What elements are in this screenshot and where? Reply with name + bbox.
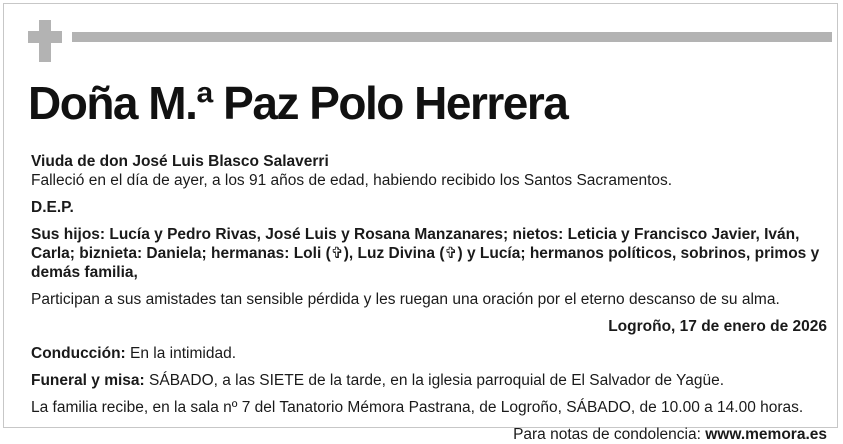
funeral-label: Funeral y misa: xyxy=(31,372,145,389)
funeral-line xyxy=(31,371,827,390)
participation-line: Participan a sus amistades tan sensible pérdida y les ruegan una oración por el eterno descanso de su alma. xyxy=(31,291,780,308)
death-notice: Falleció en el día de ayer, a los 91 años de edad, habiendo recibido los Santos Sacramentos. xyxy=(31,172,673,189)
deceased-cross-icon: ✞ xyxy=(330,245,344,262)
family-text-1: Sus hijos: Lucía y Pedro Rivas, José Luis y Rosana Manzanares; nietos: Leticia y Francisco Javier, Iván, Carla; biznieta: Daniela; hermanas: Loli ( xyxy=(31,226,800,262)
conduction-label: Conducción: xyxy=(31,345,126,362)
reception-line: La familia recibe, en la sala nº 7 del Tanatorio Mémora Pastrana, de Logroño, SÁBADO, de 10.00 a 14.00 horas. xyxy=(31,399,804,416)
dep-line: D.E.P. xyxy=(31,199,74,216)
obituary-card xyxy=(3,3,838,443)
notice-body xyxy=(31,152,827,444)
conduction-text: En la intimidad. xyxy=(125,345,236,362)
deceased-cross-icon: ✞ xyxy=(444,245,458,262)
condolence-link[interactable]: www.memora.es xyxy=(705,426,827,443)
cross-icon xyxy=(28,20,62,62)
condolence-line xyxy=(31,425,827,444)
place-date: Logroño, 17 de enero de 2026 xyxy=(608,318,827,335)
family-text-2: ), Luz Divina ( xyxy=(343,245,445,262)
condolence-text: Para notas de condolencia: xyxy=(513,426,706,443)
family-text-3: ) y Lucía; hermanos políticos, sobrinos, primos y demás familia, xyxy=(31,245,820,281)
header-rule xyxy=(72,32,832,42)
widow-line: Viuda de don José Luis Blasco Salaverri xyxy=(31,153,329,170)
deceased-name: Doña M.ª Paz Polo Herrera xyxy=(28,77,568,129)
conduction-line xyxy=(31,344,827,363)
funeral-text: SÁBADO, a las SIETE de la tarde, en la iglesia parroquial de El Salvador de Yagüe. xyxy=(144,372,725,389)
family-list xyxy=(31,225,827,282)
